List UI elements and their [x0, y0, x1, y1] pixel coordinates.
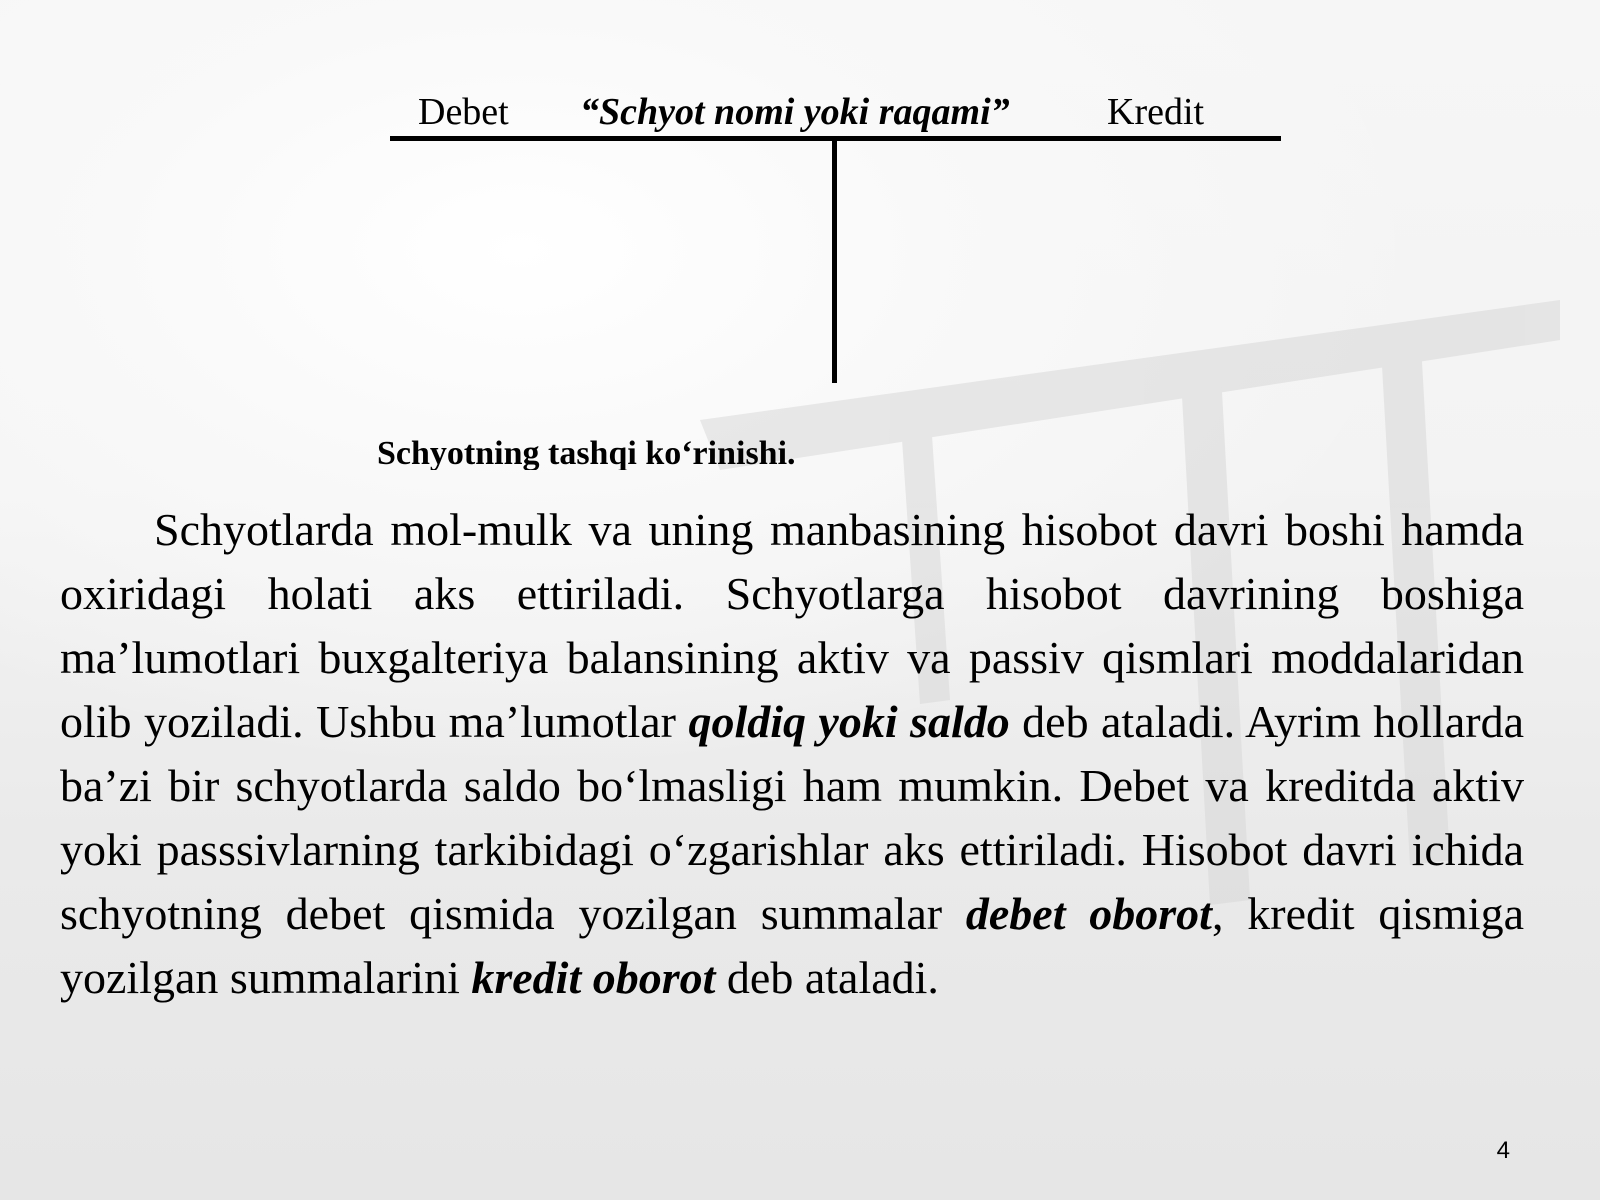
body-paragraph [60, 498, 1524, 1010]
t-account-vertical-line [832, 141, 837, 383]
page-number: 4 [1496, 1137, 1510, 1164]
paragraph-text-1: Schyotlarda mol-mulk va uning manbasining hisobot davri boshi hamda oxiridagi holati aks ettiriladi. Schyotlarga hisobot davrining boshiga ma’lumotlari buxgalteriya balansining aktiv va passiv qismlari moddalaridan olib yoziladi. Ushbu ma’lumotlar [60, 504, 1524, 747]
paragraph-text-2: deb ataladi. Ayrim hollarda ba’zi bir schyotlarda saldo bo‘lmasligi ham mumkin. Debet va kreditda aktiv yoki passsivlarning tarkibidagi o‘zgarishlar aks ettiriladi. Hisobot davri ichida schyotning debet qismida yozilgan summalar [60, 696, 1524, 939]
term-kredit-oborot: kredit oborot [471, 952, 716, 1003]
account-name-label: “Schyot nomi yoki raqami” [580, 91, 1010, 133]
paragraph-text-4: deb ataladi. [715, 952, 939, 1003]
diagram-caption: Schyotning tashqi ko‘rinishi. [377, 435, 796, 470]
debit-label: Debet [418, 91, 509, 133]
credit-label: Kredit [1107, 91, 1205, 133]
paragraph-text-3: , kredit qismiga yozilgan summalarini [60, 888, 1524, 1003]
term-debet-oborot: debet oborot [965, 888, 1212, 939]
term-qoldiq-yoki-saldo: qoldiq yoki saldo [688, 696, 1010, 747]
